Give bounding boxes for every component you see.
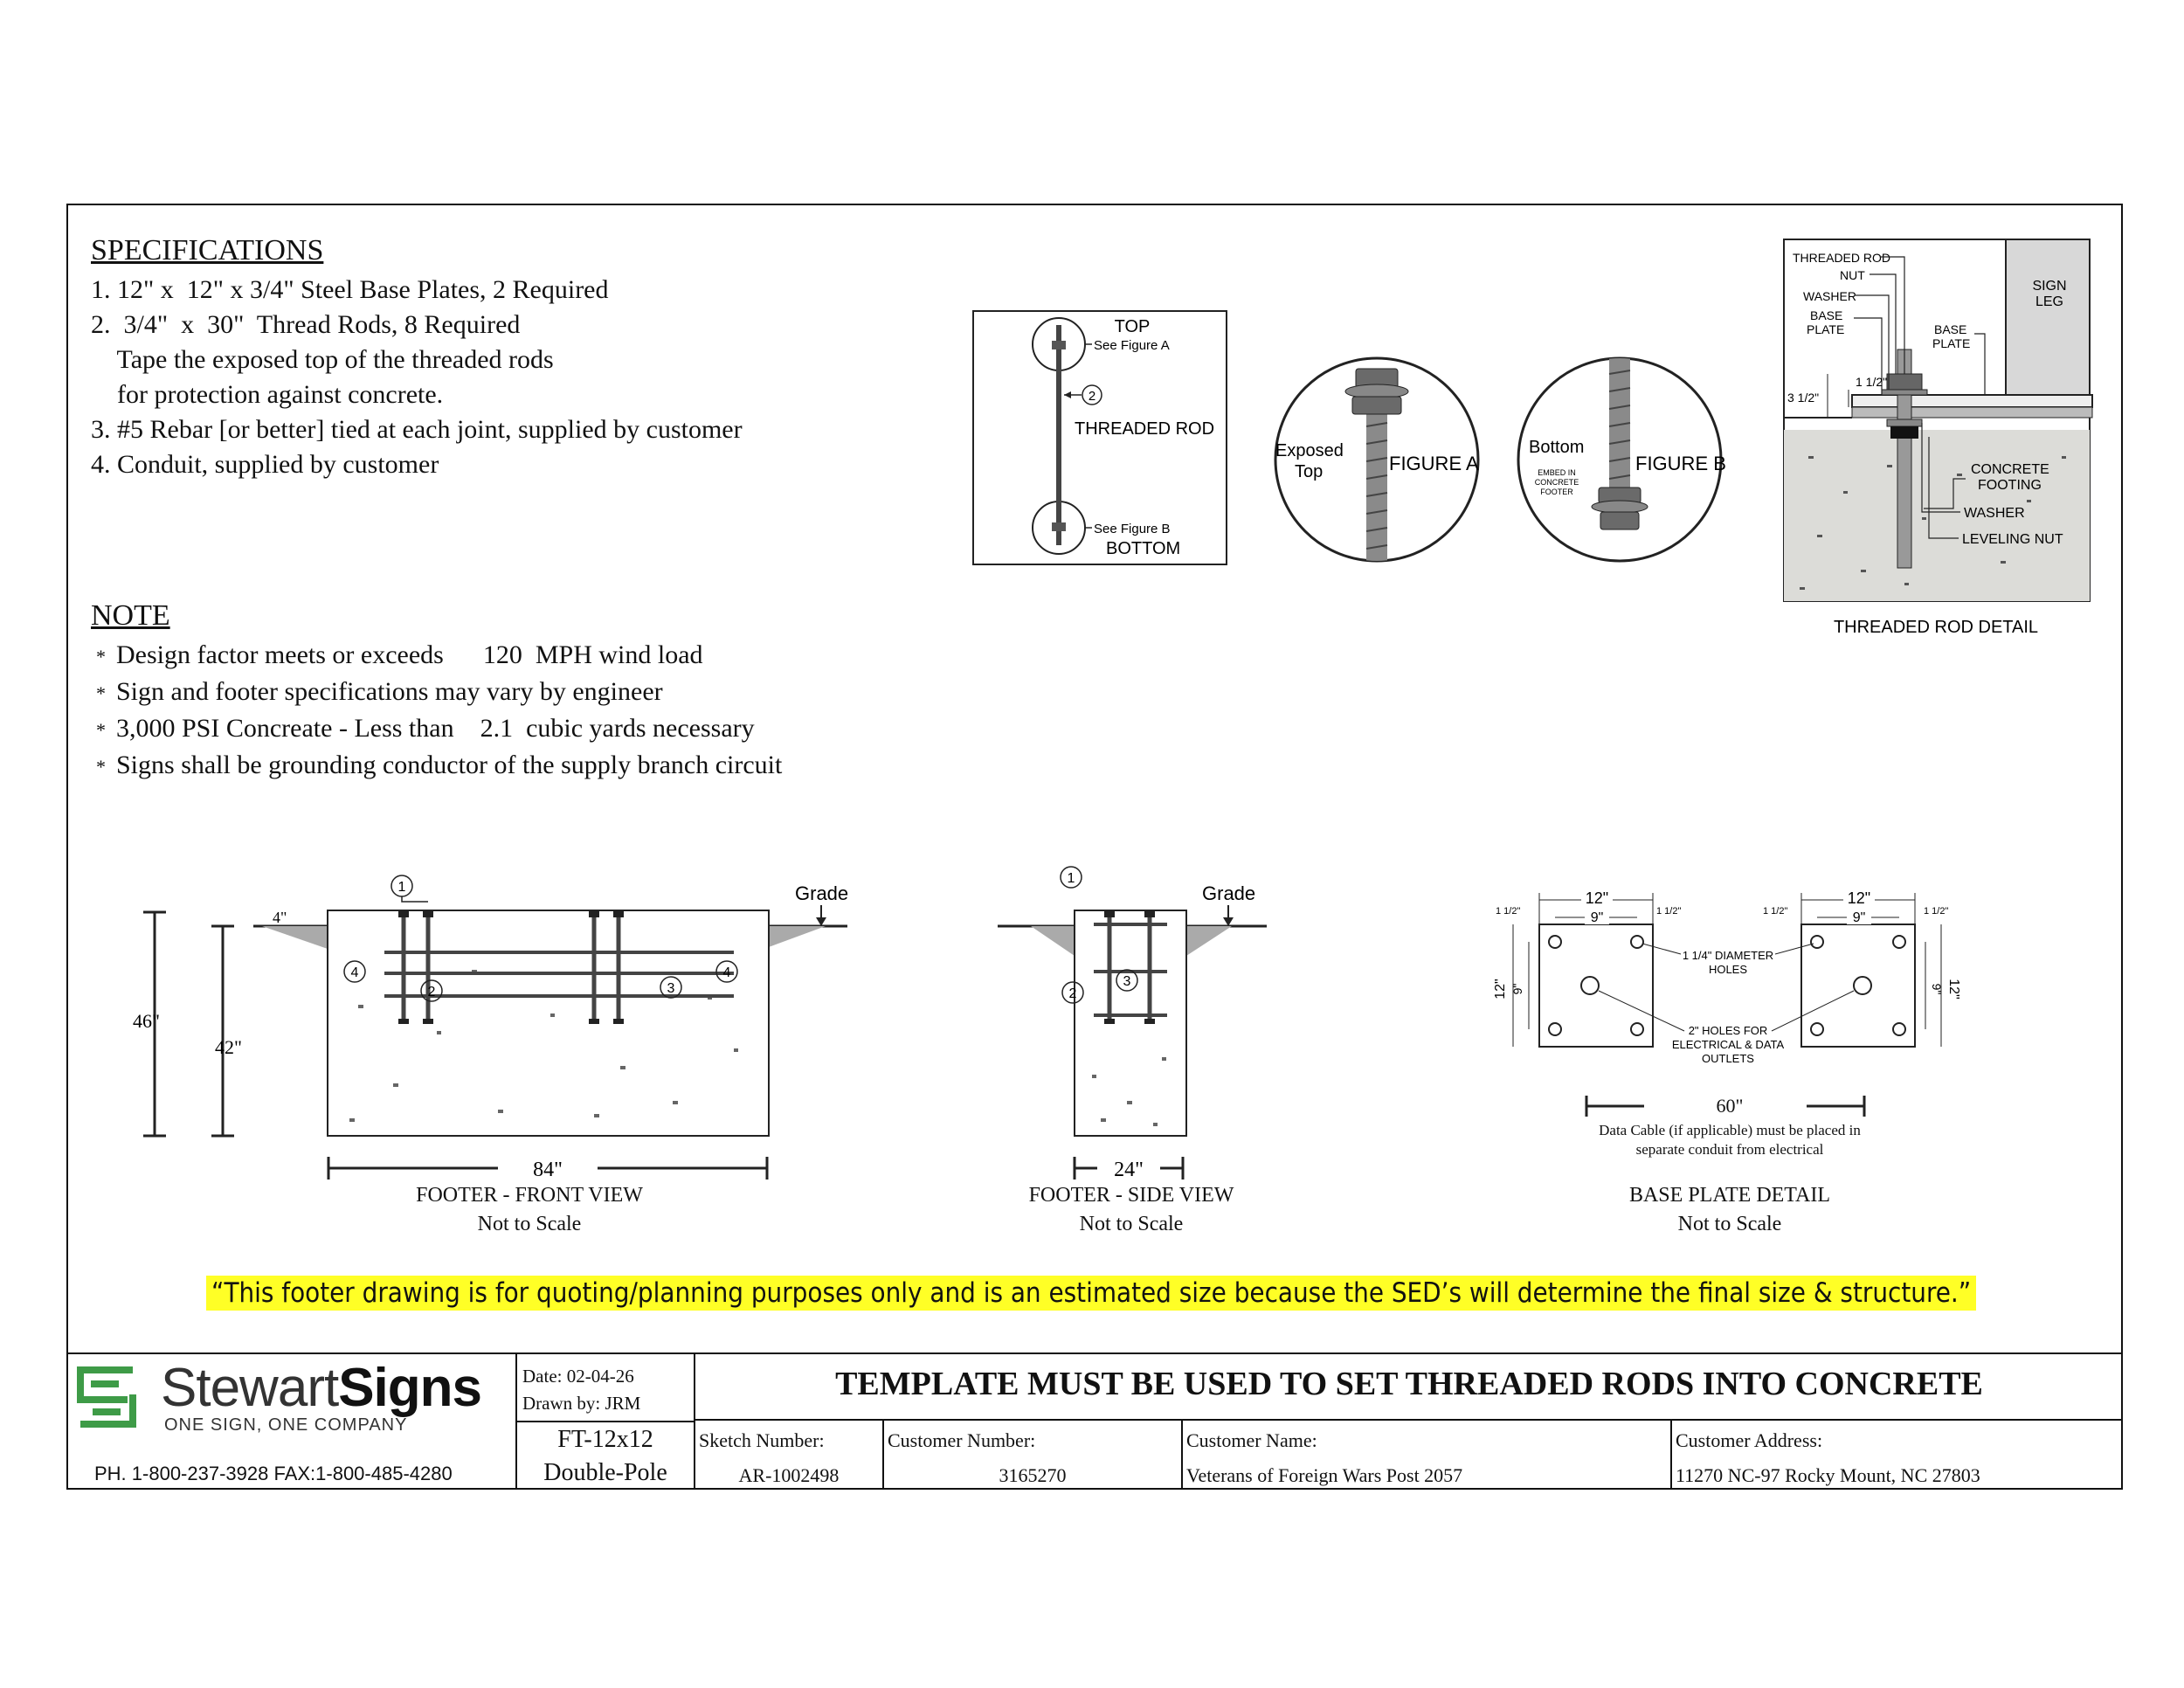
dim-1-5: 1 1/2" (1924, 906, 1949, 917)
dim-12: 12" (1585, 889, 1609, 907)
plate-label: PLATE (1932, 336, 1971, 350)
bottom-label: BOTTOM (1106, 539, 1181, 558)
base-label: BASE (1934, 322, 1967, 336)
dim-24-line (1071, 1152, 1190, 1186)
customer-address-label: Customer Address: (1676, 1429, 1823, 1451)
dim-12: 12" (1946, 979, 1961, 1000)
leveling-nut-label: LEVELING NUT (1962, 532, 2063, 547)
customer-address-value: 11270 NC-97 Rocky Mount, NC 27803 (1676, 1464, 1980, 1486)
note-item: * 3,000 PSI Concreate - Less than 2.1 cubic yards necessary (96, 714, 755, 744)
front-view-caption: FOOTER - FRONT VIEW (416, 1184, 643, 1207)
base-plate-detail (1478, 881, 1973, 1082)
side-view-caption: FOOTER - SIDE VIEW (1028, 1184, 1234, 1207)
drawn-by: Drawn by: JRM (522, 1393, 641, 1414)
callout-4: 4 (350, 965, 359, 980)
date: Date: 02-04-26 (522, 1366, 634, 1387)
top-label: Top (1295, 462, 1324, 481)
dim-84: 84" (533, 1159, 563, 1181)
dim-9: 9" (1852, 910, 1866, 925)
leg-label: LEG (2035, 294, 2064, 309)
customer-number-label: Customer Number: (888, 1429, 1036, 1451)
callout-4: 4 (722, 965, 731, 980)
phone-fax: PH. 1-800-237-3928 FAX:1-800-485-4280 (94, 1463, 453, 1484)
customer-name-label: Customer Name: (1186, 1429, 1317, 1451)
data-cable-note: Data Cable (if applicable) must be placed in separate conduit from electrical (1599, 1122, 1861, 1158)
plate-label: PLATE (1807, 322, 1845, 336)
note-item: * Signs shall be grounding conductor of the supply branch circuit (96, 751, 783, 780)
threaded-rod-label: THREADED ROD (1793, 251, 1891, 265)
dim-3-5: 3 1/2" (1787, 391, 1820, 405)
dim-1-5: 1 1/2" (1856, 375, 1888, 389)
spec-line: Tape the exposed top of the threaded rods (91, 345, 554, 374)
holes2-label: OUTLETS (1702, 1052, 1754, 1065)
embed-label: CONCRETE (1534, 478, 1579, 487)
model-number: FT-12x12 (557, 1426, 653, 1453)
brand-name: StewartSigns (161, 1358, 482, 1418)
headline: TEMPLATE MUST BE USED TO SET THREADED RODS INTO CONCRETE (835, 1366, 1983, 1402)
holes-label: 1 1/4" DIAMETER (1682, 949, 1774, 962)
footer-side-view (996, 865, 1275, 1145)
rod-detail-caption: THREADED ROD DETAIL (1833, 618, 2039, 637)
base-plate-caption: BASE PLATE DETAIL (1628, 1184, 1831, 1207)
holes2-label: ELECTRICAL & DATA (1671, 1038, 1785, 1051)
dim-46: 46" (133, 1010, 160, 1032)
dim-12: 12" (1493, 979, 1508, 1000)
callout-1: 1 (1067, 871, 1075, 886)
sketch-number-label: Sketch Number: (699, 1429, 825, 1451)
dim-12: 12" (1847, 889, 1871, 907)
dim-9: 9" (1930, 983, 1944, 995)
tagline: ONE SIGN, ONE COMPANY (164, 1415, 408, 1435)
divider (1181, 1419, 1183, 1490)
nut-label: NUT (1840, 268, 1865, 282)
figure-a (1265, 356, 1492, 566)
threaded-rod-detail (1782, 238, 2097, 648)
footer-front-view (131, 865, 865, 1162)
dim-84-line (323, 1152, 778, 1186)
see-figure-b: See Figure B (1094, 522, 1171, 536)
threaded-rod-diagram (970, 308, 1232, 570)
callout-3: 3 (667, 981, 675, 996)
dim-60: 60" (1716, 1095, 1744, 1117)
disclaimer-banner: “This footer drawing is for quoting/planning purposes only and is an estimated size because the SED’s will determine the final size & structure.” (206, 1276, 1976, 1311)
spec-line: 3. #5 Rebar [or better] tied at each joint, supplied by customer (91, 415, 743, 444)
concrete-label: CONCRETE (1971, 462, 2049, 477)
callout-1: 1 (397, 880, 406, 895)
dim-42: 42" (215, 1036, 242, 1058)
specifications-list (91, 273, 743, 482)
washer-label: WASHER (1803, 289, 1856, 303)
spec-line: 1. 12" x 12" x 3/4" Steel Base Plates, 2 Required (91, 275, 609, 304)
stewart-signs-logo-icon (75, 1365, 138, 1429)
dim-1-5: 1 1/2" (1496, 906, 1521, 917)
divider (694, 1419, 2123, 1421)
dim-9: 9" (1590, 910, 1604, 925)
spec-line: 2. 3/4" x 30" Thread Rods, 8 Required (91, 310, 521, 339)
front-view-scale: Not to Scale (477, 1213, 582, 1235)
dim-1-5: 1 1/2" (1656, 906, 1682, 917)
holes2-label: 2" HOLES FOR (1688, 1024, 1768, 1037)
grade-label: Grade (795, 882, 849, 904)
base-plate-scale: Not to Scale (1677, 1213, 1782, 1235)
dim-24: 24" (1114, 1159, 1144, 1181)
divider (1670, 1419, 1672, 1490)
figure-b-label: FIGURE B (1635, 453, 1726, 474)
threaded-rod-label: THREADED ROD (1075, 419, 1215, 439)
model-type: Double-Pole (543, 1459, 667, 1486)
note-title: NOTE (91, 599, 170, 632)
bottom-label: Bottom (1529, 438, 1585, 457)
embed-label: FOOTER (1540, 488, 1573, 496)
footing-label: FOOTING (1978, 478, 2042, 493)
spec-line: for protection against concrete. (91, 380, 444, 409)
see-figure-a: See Figure A (1094, 338, 1170, 353)
holes-label: HOLES (1708, 963, 1748, 976)
callout-3: 3 (1123, 974, 1131, 989)
bullet: * (96, 756, 106, 778)
customer-number-value: 3165270 (999, 1464, 1067, 1486)
callout-2: 2 (1088, 389, 1096, 404)
figure-b (1508, 356, 1735, 566)
sign-label: SIGN (2032, 279, 2067, 294)
customer-name-value: Veterans of Foreign Wars Post 2057 (1186, 1464, 1463, 1486)
sketch-number-value: AR-1002498 (738, 1464, 840, 1486)
washer-label: WASHER (1964, 506, 2025, 521)
embed-label: EMBED IN (1538, 468, 1576, 477)
note-item: * Design factor meets or exceeds 120 MPH wind load (96, 640, 703, 669)
grade-label: Grade (1202, 882, 1256, 904)
note-item: * Sign and footer specifications may vary by engineer (96, 677, 663, 707)
spec-line: 4. Conduit, supplied by customer (91, 450, 439, 479)
dim-9: 9" (1510, 983, 1524, 995)
bullet: * (96, 682, 106, 705)
divider (515, 1421, 694, 1422)
figure-a-label: FIGURE A (1389, 453, 1479, 474)
side-view-scale: Not to Scale (1079, 1213, 1184, 1235)
exposed-label: Exposed (1275, 441, 1344, 460)
note-list (91, 638, 782, 785)
bullet: * (96, 646, 106, 668)
top-label: TOP (1114, 317, 1151, 336)
bullet: * (96, 719, 106, 742)
specifications-title: SPECIFICATIONS (91, 234, 324, 266)
base-label: BASE (1810, 308, 1843, 322)
callout-2: 2 (427, 985, 436, 1000)
four-inch-label: 4" (273, 909, 287, 926)
callout-2: 2 (1068, 986, 1077, 1001)
dim-1-5: 1 1/2" (1763, 906, 1788, 917)
